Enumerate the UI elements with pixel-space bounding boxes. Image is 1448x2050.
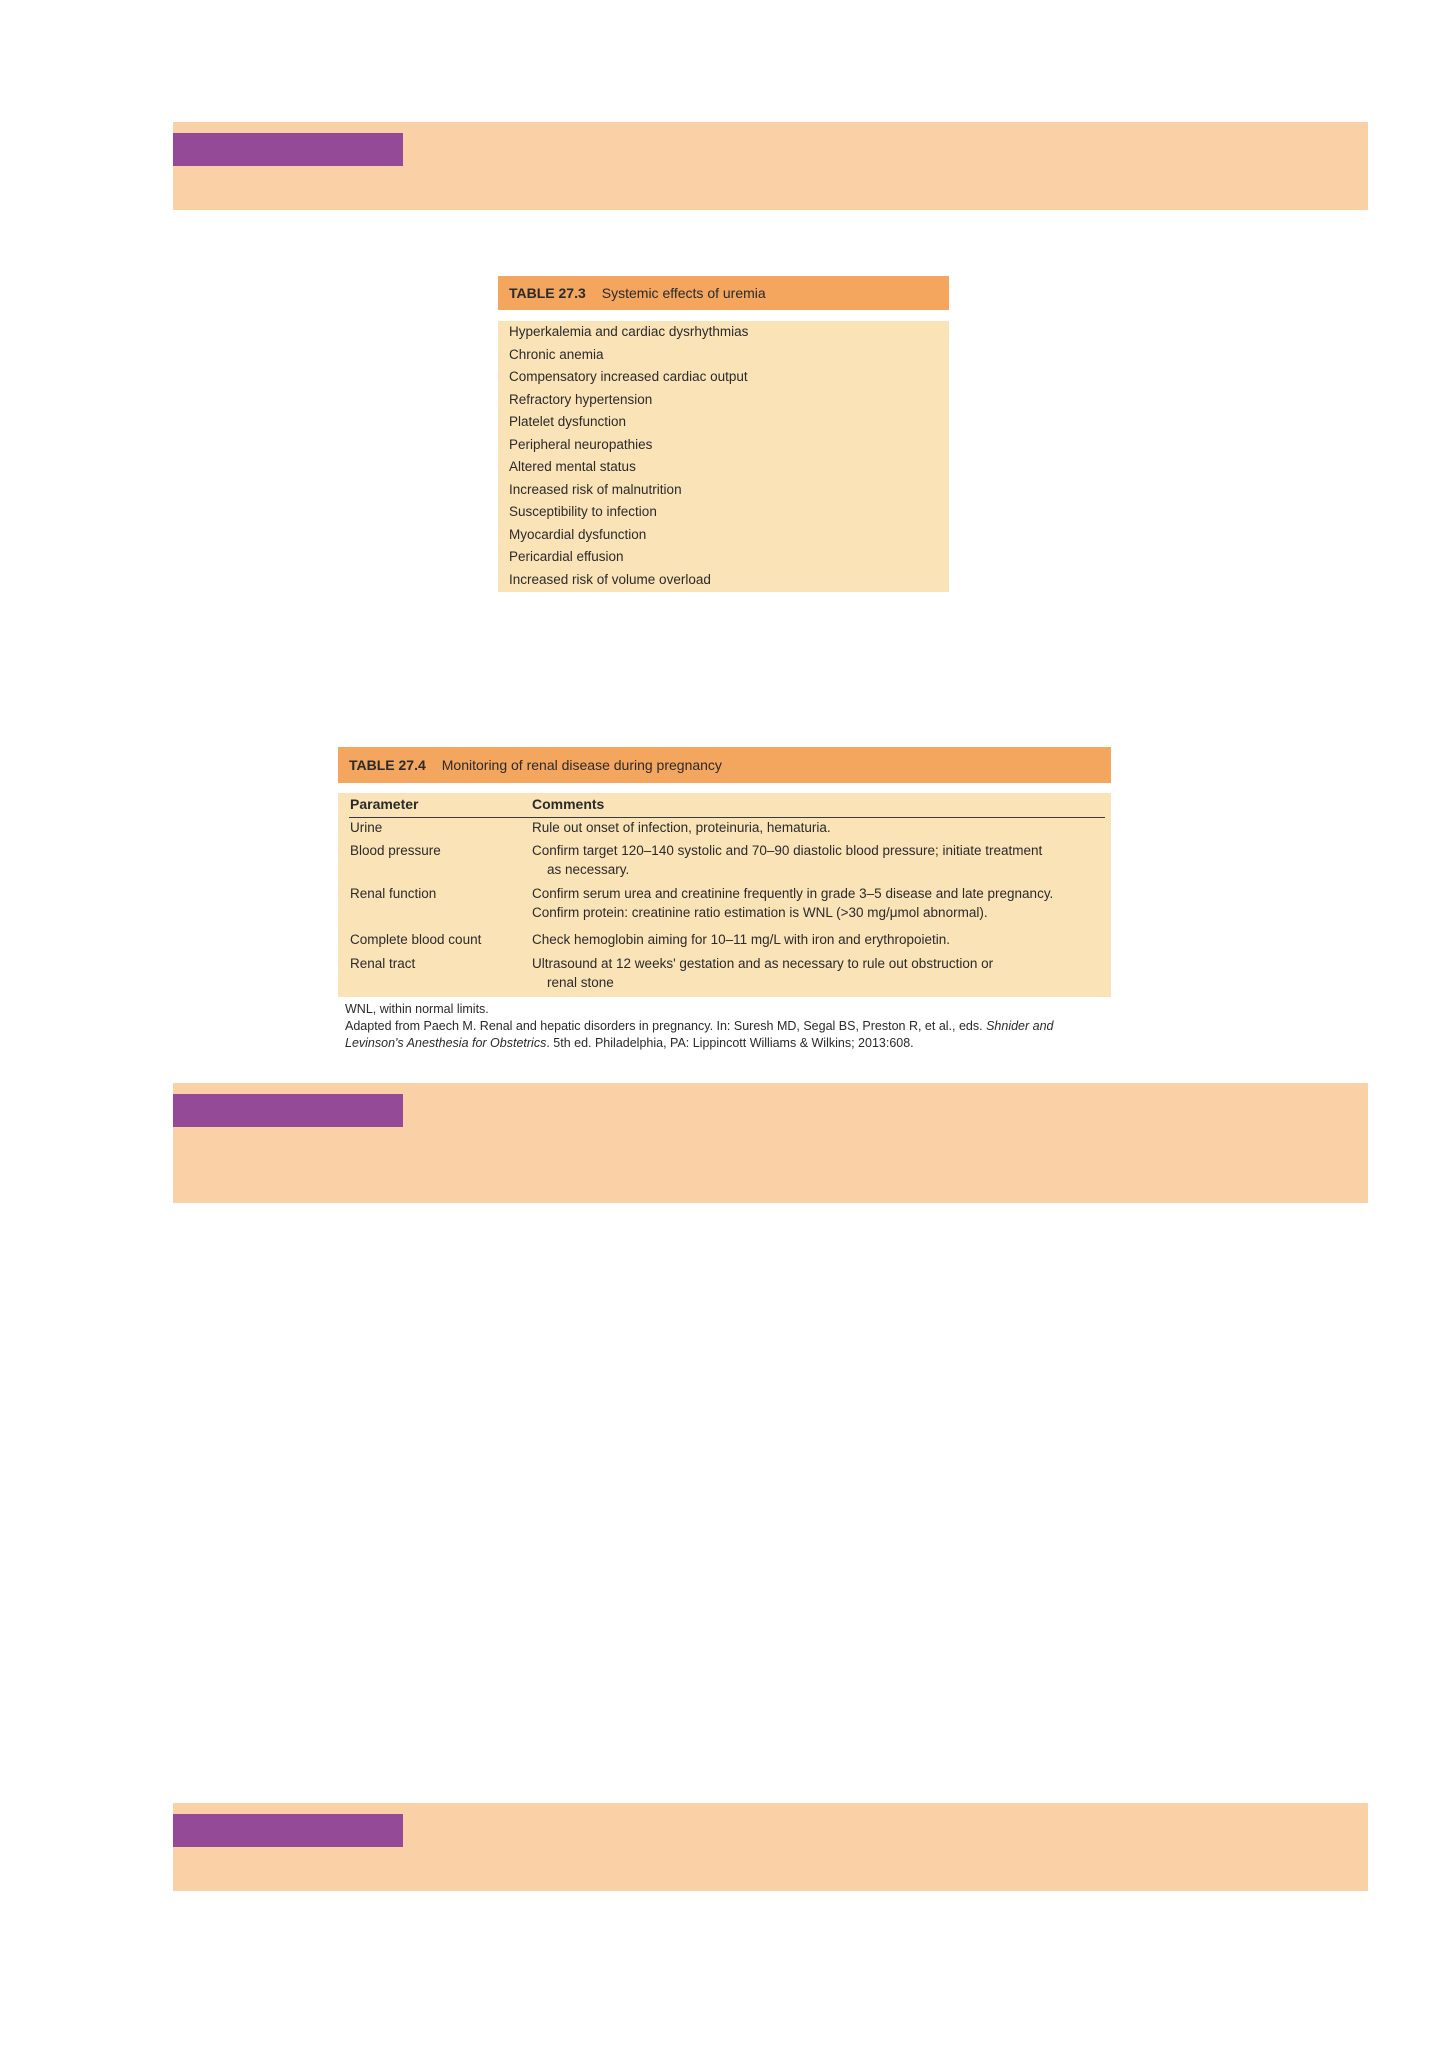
table-cell-parameter: Urine [350, 820, 383, 835]
column-header-comments: Comments [532, 796, 605, 812]
section-band-top [173, 122, 1368, 210]
list-item: Peripheral neuropathies [509, 436, 653, 452]
table-cell-parameter: Blood pressure [350, 843, 441, 858]
section-band-bottom [173, 1803, 1368, 1891]
table-cell-parameter: Complete blood count [350, 932, 482, 947]
column-header-parameter: Parameter [350, 796, 419, 812]
table-cell-comment: Ultrasound at 12 weeks' gestation and as necessary to rule out obstruction or [532, 956, 994, 971]
section-band-middle [173, 1083, 1368, 1203]
list-item: Increased risk of malnutrition [509, 481, 682, 497]
table-27-4-title: Monitoring of renal disease during pregnancy [441, 757, 722, 773]
table-footnote-source-line1 [345, 1018, 1054, 1035]
table-27-3-number: TABLE 27.3 [509, 285, 586, 301]
table-cell-comment: Confirm protein: creatinine ratio estimation is WNL (>30 mg/μmol abnormal). [532, 905, 988, 920]
table-cell-parameter: Renal function [350, 886, 437, 901]
table-cell-comment: Rule out onset of infection, proteinuria, hematuria. [532, 820, 831, 835]
table-27-3 [498, 276, 949, 592]
table-footnote-source-line2 [345, 1035, 914, 1052]
table-cell-comment-cont: as necessary. [547, 862, 630, 877]
table-footnote-abbreviation: WNL, within normal limits. [345, 1002, 489, 1016]
list-item: Chronic anemia [509, 346, 604, 362]
table-27-3-body [498, 321, 949, 592]
source-text: . 5th ed. Philadelphia, PA: Lippincott Williams & Wilkins; 2013:608. [546, 1036, 914, 1050]
source-text: Adapted from Paech M. Renal and hepatic disorders in pregnancy. In: Suresh MD, Segal BS, Preston R, et al., eds. [345, 1019, 987, 1033]
list-item: Altered mental status [509, 459, 636, 474]
list-item: Myocardial dysfunction [509, 526, 647, 542]
table-27-4-body [338, 793, 1111, 997]
list-item: Increased risk of volume overload [509, 571, 711, 587]
section-tab-bottom [173, 1814, 403, 1847]
table-27-3-header [498, 276, 949, 310]
section-tab-middle [173, 1094, 403, 1127]
list-item: Susceptibility to infection [509, 504, 657, 519]
table-27-4-number: TABLE 27.4 [349, 757, 426, 773]
list-item: Hyperkalemia and cardiac dysrhythmias [509, 324, 749, 339]
table-27-3-title: Systemic effects of uremia [601, 285, 766, 301]
list-item: Refractory hypertension [509, 391, 653, 407]
list-item: Platelet dysfunction [509, 414, 627, 429]
table-cell-parameter: Renal tract [350, 956, 416, 971]
source-book-title: Levinson's Anesthesia for Obstetrics [345, 1036, 547, 1050]
section-tab-top [173, 133, 403, 166]
table-cell-comment: Check hemoglobin aiming for 10–11 mg/L with iron and erythropoietin. [532, 932, 950, 947]
table-cell-comment: Confirm target 120–140 systolic and 70–90 diastolic blood pressure; initiate treatment [532, 843, 1043, 858]
source-book-title: Shnider and [986, 1019, 1054, 1033]
list-item: Pericardial effusion [509, 549, 624, 564]
table-cell-comment-cont: renal stone [547, 975, 614, 990]
table-27-4-header [338, 747, 1111, 783]
list-item: Compensatory increased cardiac output [509, 369, 748, 384]
table-27-4 [338, 747, 1111, 997]
table-cell-comment: Confirm serum urea and creatinine frequently in grade 3–5 disease and late pregnancy. [532, 886, 1054, 901]
